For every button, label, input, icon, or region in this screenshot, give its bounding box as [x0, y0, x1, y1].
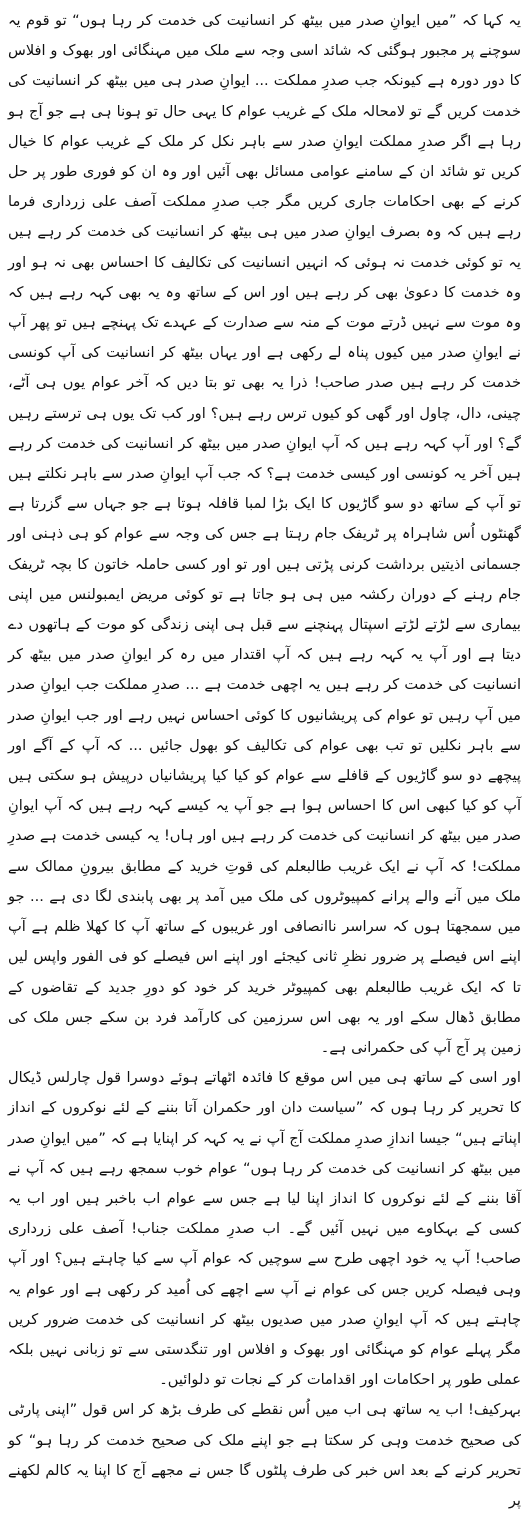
article-paragraph-2: اور اسی کے ساتھ ہی میں اس موقع کا فائدہ اٹھاتے ہوئے دوسرا قول چارلس ڈیکال کا تحریر کر رہا ہوں کہ ”سیاست دان اور حکمران آتا بننے کے لئے نوکروں کے انداز اپناتے ہیں“ جیسا اندازِ صدرِ مملکت آج آپ نے یہ کہہ کر اپنایا ہے کہ ”میں ایوانِ صدر میں بیٹھ کر انسانیت کی خدمت کر رہا ہوں“ عوام خوب سمجھ رہے ہیں کہ آپ نے آقا بننے کے لئے نوکروں کا انداز اپنا لیا ہے جس سے عوام اب باخبر ہیں اور اب یہ کسی کے بہکاوے میں نہیں آئیں گے۔ اب صدرِ مملکت جناب! آصف علی زرداری صاحب! آپ یہ خود اچھی طرح سے سوچیں کہ عوام آپ سے کیا چاہتے ہیں؟ اور آپ وہی فیصلہ کریں جس کی عوام نے آپ سے اچھے کی اُمید کر رکھی ہے اور عوام یہ چاہتے ہیں کہ آپ ایوانِ صدر میں صدیوں بیٹھ کر انسانیت کی خدمت ضرور کریں مگر پہلے عوام کو مہنگائی اور بھوک و افلاس اور تنگدستی سے تو زبانی نہیں بلکہ عملی طور پر احکامات اور اقدامات کر کے نجات تو دلوائیں۔ — [8, 1069, 521, 1389]
urdu-article-column — [8, 6, 521, 1516]
article-paragraph-3: بہرکیف! اب یہ ساتھ ہی اب میں اُس نقطے کی طرف بڑھ کر اس قول ”اپنی پارٹی کی صحیح خدمت وہی کر سکتا ہے جو اپنے ملک کی صحیح خدمت کر رہا ہو“ کو تحریر کرنے کے بعد اس خبر کی طرف پلٹوں گا جس نے مجھے آج کا اپنا یہ کالم لکھنے پر — [8, 1401, 521, 1509]
article-paragraph-1: یہ کہا کہ ”میں ایوانِ صدر میں بیٹھ کر انسانیت کی خدمت کر رہا ہوں“ تو قوم یہ سوچنے پر مجبور ہوگئی کہ شائد اسی وجہ سے ملک میں مہنگائی اور بھوک و افلاس کا دور دورہ ہے کیونکہ جب صدرِ مملکت ... ایوانِ صدر ہی میں بیٹھ کر انسانیت کی خدمت کریں گے تو لامحالہ ملک کے غریب عوام کا یہی حال تو ہونا ہی ہے جو آج ہو رہا ہے اگر صدرِ مملکت ایوانِ صدر سے باہر نکل کر ملک کے غریب عوام کا خیال کریں تو شائد ان کے سامنے عوامی مسائل بھی آئیں اور وہ ان کو فوری طور پر حل کرنے کے بھی احکامات جاری کریں مگر جب صدرِ مملکت آصف علی زرداری فرما رہے ہیں کہ وہ بصرف ایوانِ صدر میں ہی بیٹھ کر انسانیت کی خدمت کر رہے ہیں یہ تو کوئی خدمت نہ ہوئی کہ انہیں انسانیت کی تکالیف کا احساس بھی نہ ہو اور وہ خدمت کا دعویٰ بھی کر رہے ہیں اور اس کے ساتھ وہ یہ بھی کہہ رہے ہیں کہ وہ موت سے نہیں ڈرتے موت کے منہ سے صدارت کے عہدے تک پہنچے ہیں تو پھر آپ نے ایوانِ صدر میں کیوں پناہ لے رکھی ہے اور یہاں بیٹھ کر انسانیت کی آپ کونسی خدمت کر رہے ہیں صدر صاحب! ذرا یہ بھی تو بتا دیں کہ آخر عوام یوں ہی آٹے، چینی، دال، چاول اور گھی کو کیوں ترس رہے ہیں؟ اور کب تک یوں ہی ترستے رہیں گے؟ اور آپ کہہ رہے ہیں کہ آپ ایوانِ صدر میں بیٹھ کر انسانیت کی خدمت کر رہے ہیں آخر یہ کونسی اور کیسی خدمت ہے؟ کہ جب آپ ایوانِ صدر سے باہر نکلتے ہیں تو آپ کے ساتھ دو سو گاڑیوں کا ایک بڑا لمبا قافلہ ہوتا ہے جو جہاں سے گزرتا ہے گھنٹوں اُس شاہراہ پر ٹریفک جام رہتا ہے جس کی وجہ سے عوام کو ہی ذہنی اور جسمانی اذیتیں برداشت کرنی پڑتی ہیں اور تو اور کسی حاملہ خاتون کا بچہ ٹریفک جام رہنے کے دوران رکشہ میں ہی ہو جاتا ہے تو کوئی مریض ایمبولنس میں اپنی بیماری سے لڑتے لڑتے اسپتال پہنچنے سے قبل ہی اپنی زندگی کو موت کے ہاتھوں دے دیتا ہے اور آپ یہ کہہ رہے ہیں کہ آپ اقتدار میں رہ کر ایوانِ صدر میں بیٹھ کر انسانیت کی خدمت کر رہے ہیں یہ اچھی خدمت ہے ... صدرِ مملکت جب ایوانِ صدر میں آپ رہیں تو عوام کی پریشانیوں کا کوئی احساس نہیں رہے اور جب ایوانِ صدر سے باہر نکلیں تو تب بھی عوام کی تکالیف کو بھول جائیں ... کہ آپ کے آگے اور پیچھے دو سو گاڑیوں کے قافلے سے عوام کو کیا کیا پریشانیاں درپیش ہو سکتی ہیں آپ کو کیا کبھی اس کا احساس ہوا ہے جو آپ یہ کیسے کہہ رہے ہیں کہ آپ ایوانِ صدر میں بیٹھ کر انسانیت کی خدمت کر رہے ہیں اور ہاں! یہ کیسی خدمت ہے صدرِ مملکت! کہ آپ نے ایک غریب طالبعلم کی قوتِ خرید کے مطابق بیرونِ ممالک سے ملک میں آنے والے پرانے کمپیوٹروں کی ملک میں آمد پر بھی پابندی لگا دی ہے ... جو میں سمجھتا ہوں کہ سراسر ناانصافی اور غریبوں کے ساتھ آپ کا کھلا ظلم ہے آپ اپنے اس فیصلے پر ضرور نظرِ ثانی کیجئے اور اپنے اس فیصلے کو فی الفور واپس لیں تا کہ ایک غریب طالبعلم بھی کمپیوٹر خرید کر خود کو دورِ جدید کے تقاضوں کے مطابق ڈھال سکے اور یہ بھی اس سرزمین کی کارآمد فرد بن سکے جس ملک کی زمین پر آج آپ کی حکمرانی ہے۔ — [8, 12, 521, 1056]
